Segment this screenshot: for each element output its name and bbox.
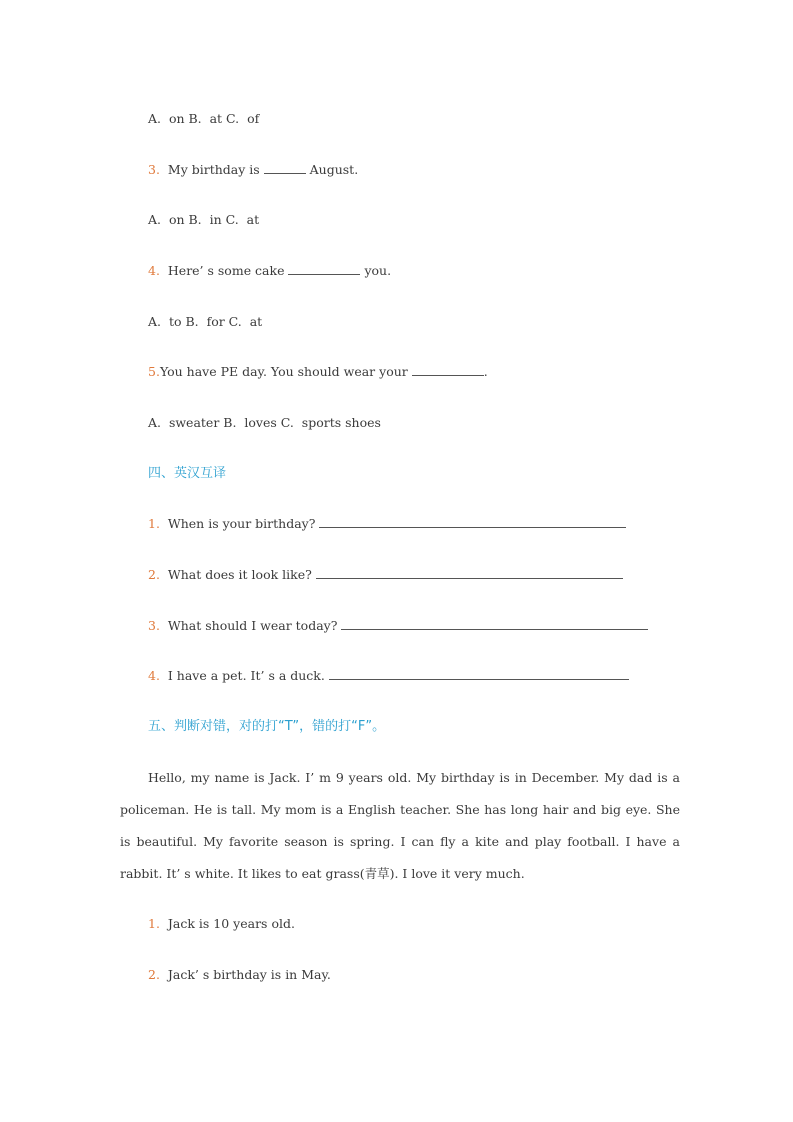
question-number: 3. xyxy=(148,162,160,177)
q2-options: A. on B. at C. of xyxy=(148,111,260,126)
answer-blank[interactable] xyxy=(264,163,306,174)
q4-options: A. to B. for C. at xyxy=(148,314,263,329)
answer-blank[interactable] xyxy=(288,264,360,275)
translate-item-3: 3. What should I wear today? xyxy=(148,618,648,634)
reading-passage: Hello, my name is Jack. I’ m 9 years old. My birthday is in December. My dad is a policeman. He is tall. My mom is a English teacher. She has long hair and big eye. She is beautiful. My favorite season is spring. I can fly a kite and play football. I have a rabbit. It’ s white. It likes to eat grass(青草). I love it very much. xyxy=(120,770,680,881)
answer-blank[interactable] xyxy=(319,517,626,528)
q5-options: A. sweater B. loves C. sports shoes xyxy=(148,415,381,430)
judge-item-2: 2. Jack’ s birthday is in May. xyxy=(148,967,331,982)
answer-blank[interactable] xyxy=(316,568,623,579)
answer-blank[interactable] xyxy=(329,669,629,680)
question-4: 4. Here’ s some cake you. xyxy=(148,263,392,278)
question-number: 4. xyxy=(148,263,160,278)
question-3: 3. My birthday is August. xyxy=(148,162,359,177)
translate-item-2: 2. What does it look like? xyxy=(148,567,623,583)
section-4-title: 四、英汉互译 xyxy=(148,466,227,481)
q3-options: A. on B. in C. at xyxy=(148,212,260,227)
translate-item-4: 4. I have a pet. It’ s a duck. xyxy=(148,668,629,684)
answer-blank[interactable] xyxy=(341,619,648,630)
judge-item-1: 1. Jack is 10 years old. xyxy=(148,916,295,931)
translate-item-1: 1. When is your birthday? xyxy=(148,516,626,532)
section-5-title: 五、判断对错，对的打“T”，错的打“F”。 xyxy=(148,719,386,734)
question-number: 5. xyxy=(148,364,160,379)
question-5: 5.You have PE day. You should wear your . xyxy=(148,364,488,379)
answer-blank[interactable] xyxy=(412,365,484,376)
